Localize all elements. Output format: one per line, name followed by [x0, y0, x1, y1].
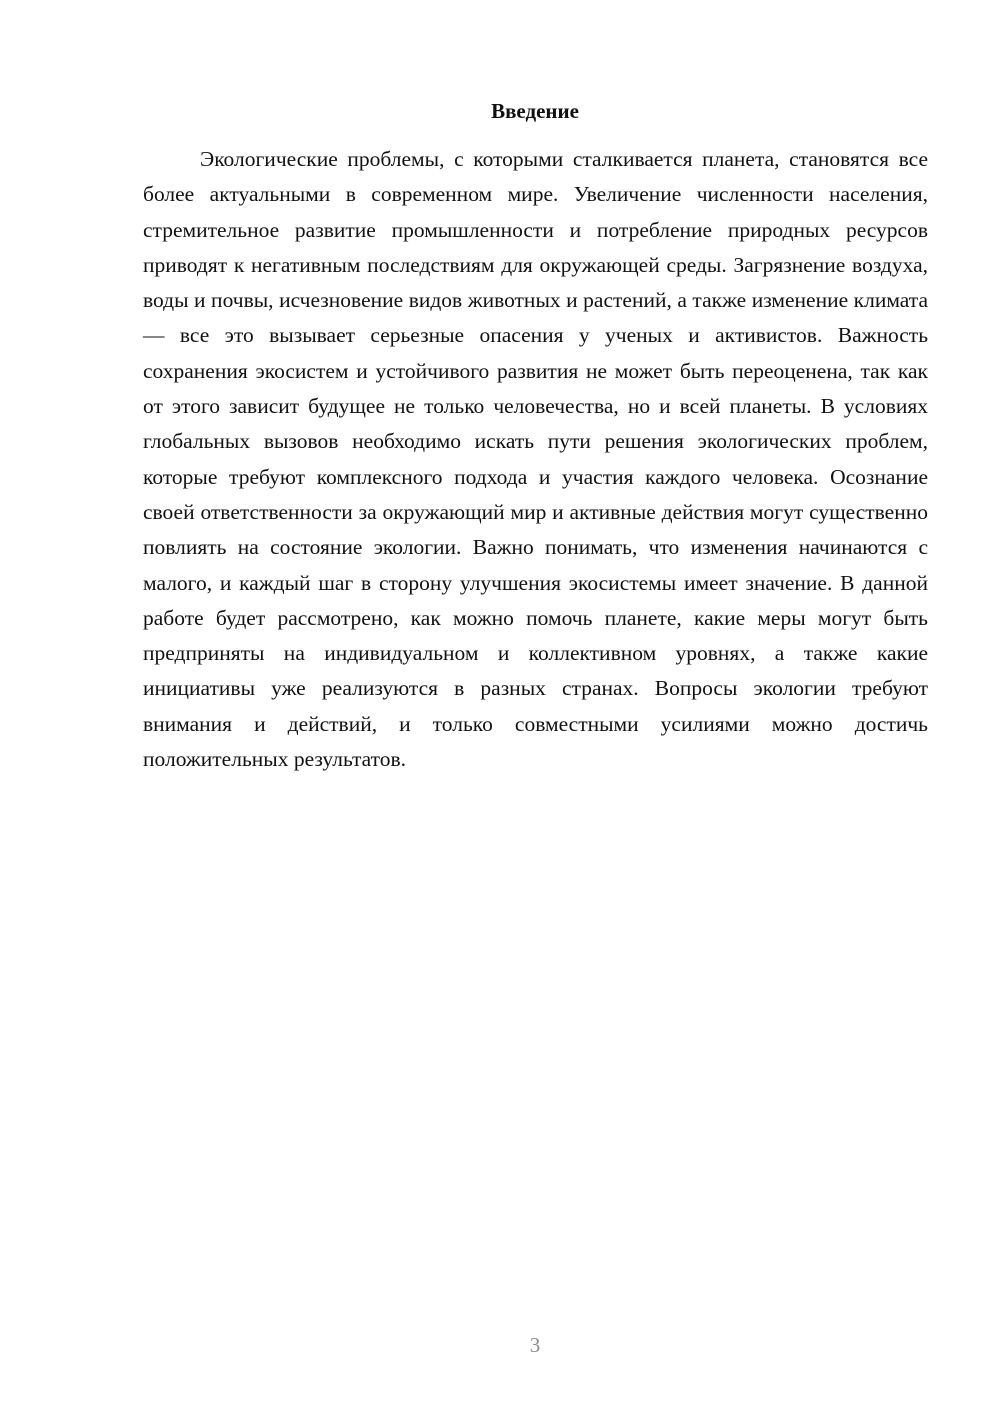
page-number: 3: [529, 1333, 541, 1357]
body-paragraph: Экологические проблемы, с которыми сталкивается планета, становятся все более актуальными в современном мире. Увеличение численности населения, стремительное развитие промышленности и потребление природных ресурсов приводят к негативным последствиям для окружающей среды. Загрязнение воздуха, воды и почвы, исчезновение видов животных и растений, а также изменение климата — все это вызывает серьезные опасения у ученых и активистов. Важность сохранения экосистем и устойчивого развития не может быть переоценена, так как от этого зависит будущее не только человечества, но и всей планеты. В условиях глобальных вызовов необходимо искать пути решения экологических проблем, которые требуют комплексного подхода и участия каждого человека. Осознание своей ответственности за окружающий мир и активные действия могут существенно повлиять на состояние экологии. Важно понимать, что изменения начинаются с малого, и каждый шаг в сторону улучшения экосистемы имеет значение. В данной работе будет рассмотрено, как можно помочь планете, какие меры могут быть предприняты на индивидуальном и коллективном уровнях, а также какие инициативы уже реализуются в разных странах. Вопросы экологии требуют внимания и действий, и только совместными усилиями можно достичь положительных результатов.: [143, 147, 928, 772]
section-title: Введение: [491, 99, 579, 123]
